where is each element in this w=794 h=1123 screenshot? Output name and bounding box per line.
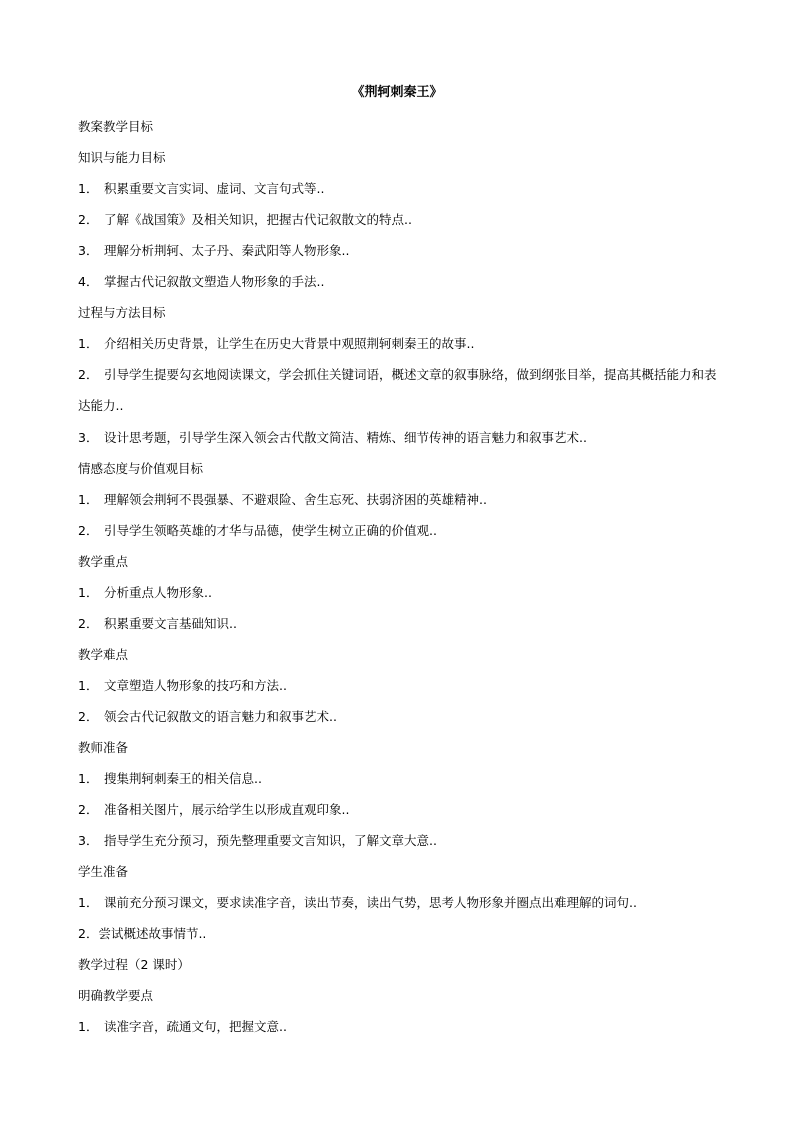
list-item: 1． 理解领会荆轲不畏强暴、不避艰险、舍生忘死、扶弱济困的英雄精神.. [78,492,487,507]
list-item: 1． 搜集荆轲刺秦王的相关信息.. [78,771,262,786]
list-item: 2． 积累重要文言基础知识.. [78,616,237,631]
heading-teaching-process: 教学过程（2 课时） [78,957,190,972]
list-item: 3． 设计思考题，引导学生深入领会古代散文简洁、精炼、细节传神的语言魅力和叙事艺术.. [78,430,587,445]
list-item: 2． 领会古代记叙散文的语言魅力和叙事艺术.. [78,709,337,724]
heading-difficulties: 教学难点 [78,647,129,662]
heading-student-prep: 学生准备 [78,864,129,879]
heading-teacher-prep: 教师准备 [78,740,129,755]
list-item: 1． 积累重要文言实词、虚词、文言句式等.. [78,181,325,196]
list-item: 2． 了解《战国策》及相关知识，把握古代记叙散文的特点.. [78,212,412,227]
heading-process-method: 过程与方法目标 [78,305,166,320]
list-item: 3． 指导学生充分预习，预先整理重要文言知识，了解文章大意.. [78,833,437,848]
list-item: 2．尝试概述故事情节.. [78,926,207,941]
list-item: 2． 引导学生领略英雄的才华与品德，使学生树立正确的价值观.. [78,523,437,538]
list-item-wrapped: 2． 引导学生提要勾玄地阅读课文，学会抓住关键词语，概述文章的叙事脉络，做到纲张目举，提高其概括能力和表达能力.. [78,367,717,413]
heading-teaching-points: 明确教学要点 [78,988,154,1003]
list-item: 2． 准备相关图片，展示给学生以形成直观印象.. [78,802,350,817]
heading-objectives: 教案教学目标 [78,119,154,134]
heading-knowledge-ability: 知识与能力目标 [78,150,166,165]
list-item: 1． 介绍相关历史背景，让学生在历史大背景中观照荆轲刺秦王的故事.. [78,336,475,351]
list-item: 1． 文章塑造人物形象的技巧和方法.. [78,678,287,693]
list-item: 4． 掌握古代记叙散文塑造人物形象的手法.. [78,274,325,289]
list-item: 1． 读准字音，疏通文句，把握文意.. [78,1019,287,1034]
list-item: 3． 理解分析荆轲、太子丹、秦武阳等人物形象.. [78,243,350,258]
list-item: 1． 分析重点人物形象.. [78,585,212,600]
list-item: 1． 课前充分预习课文，要求读准字音，读出节奏，读出气势，思考人物形象并圈点出难理解的词句.. [78,895,637,910]
heading-emotion-values: 情感态度与价值观目标 [78,461,204,476]
document-title: 《荆轲刺秦王》 [351,85,443,100]
heading-key-points: 教学重点 [78,554,129,569]
